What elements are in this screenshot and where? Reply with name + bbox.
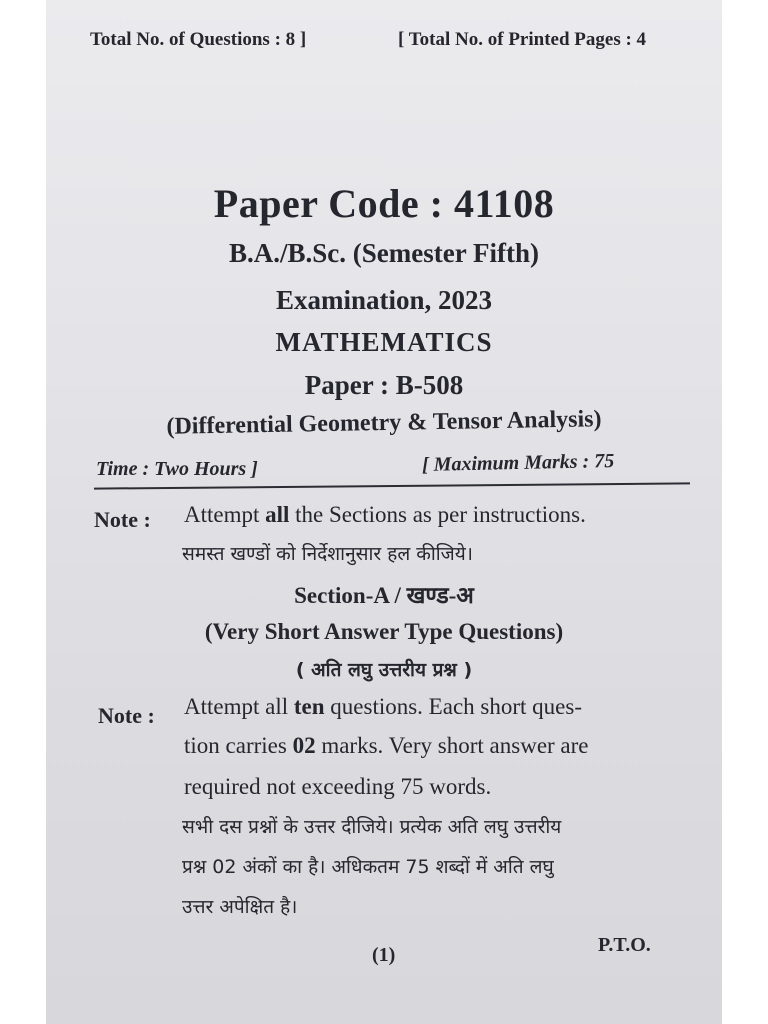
- maximum-marks: [ Maximum Marks : 75: [421, 449, 615, 477]
- section-type: (Very Short Answer Type Questions): [204, 619, 564, 644]
- instruction-emphasis: 02: [292, 733, 316, 758]
- section-instruction-line: [184, 694, 582, 720]
- total-questions: Total No. of Questions : 8 ]: [90, 29, 307, 50]
- instruction-text: marks. Very short answer are: [315, 733, 589, 758]
- instruction-text: Attempt: [184, 502, 266, 527]
- instruction-text: tion carries: [184, 733, 293, 758]
- time-allowed: Time : Two Hours ]: [96, 458, 258, 480]
- section-instruction-hindi-line: उत्तर अपेक्षित है।: [182, 896, 298, 918]
- instruction-text: the Sections as per instructions.: [289, 502, 586, 527]
- please-turn-over: P.T.O.: [598, 934, 651, 956]
- section-instruction-hindi-line: प्रश्न 02 अंकों का है। अधिकतम 75 शब्दों में अति लघु: [182, 856, 554, 878]
- general-instruction: [184, 502, 586, 528]
- paper-code: Paper Code : 41108: [213, 181, 555, 226]
- section-instruction-hindi-line: सभी दस प्रश्नों के उत्तर दीजिये। प्रत्येक अति लघु उत्तरीय: [182, 816, 562, 838]
- exam-paper-page: [46, 0, 722, 1024]
- total-pages: [ Total No. of Printed Pages : 4: [398, 29, 647, 50]
- section-title: Section-A / खण्ड-अ: [294, 583, 474, 608]
- examination-year: Examination, 2023: [275, 285, 493, 315]
- instruction-emphasis: all: [265, 502, 290, 527]
- general-instruction-hindi: समस्त खण्डों को निर्देशानुसार हल कीजिये।: [182, 543, 473, 565]
- instruction-text: questions. Each short ques-: [324, 694, 582, 719]
- instruction-emphasis: ten: [293, 694, 325, 719]
- course-name: B.A./B.Sc. (Semester Fifth): [229, 238, 539, 268]
- subject: MATHEMATICS: [275, 327, 493, 357]
- page-number: (1): [372, 944, 396, 966]
- divider-rule: [94, 482, 690, 489]
- section-instruction-line: [184, 733, 589, 759]
- section-instruction-line: required not exceeding 75 words.: [184, 774, 492, 799]
- note-label: Note :: [94, 507, 151, 532]
- instruction-text: Attempt all: [184, 694, 294, 719]
- section-note-label: Note :: [98, 703, 155, 728]
- paper-title: (Differential Geometry & Tensor Analysis): [166, 406, 602, 440]
- paper-number: Paper : B-508: [304, 370, 464, 400]
- section-type-hindi: ( अति लघु उत्तरीय प्रश्न ): [295, 659, 473, 681]
